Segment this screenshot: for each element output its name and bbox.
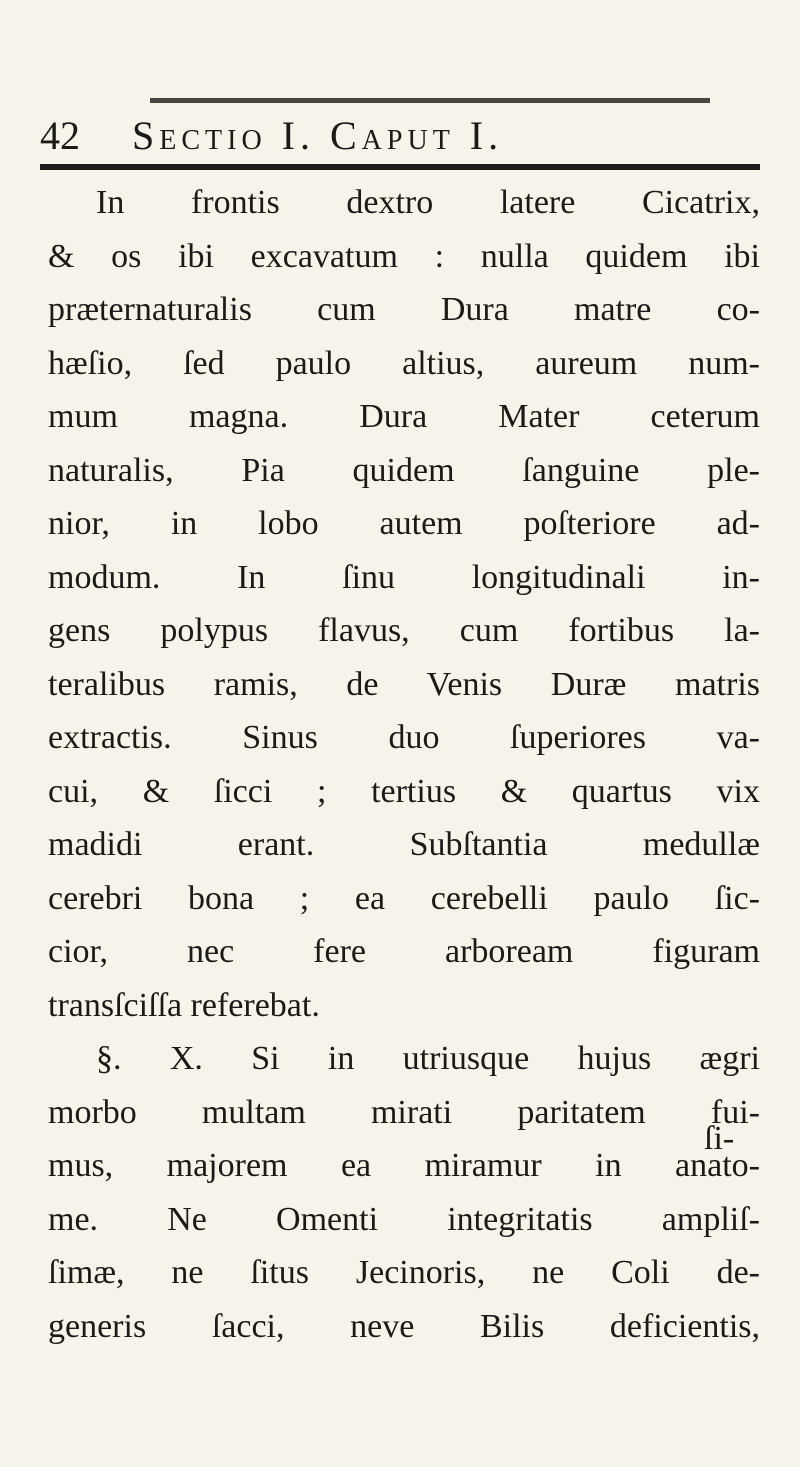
text-line: cerebri bona ; ea cerebelli paulo ſic- [48, 879, 760, 917]
top-ornament-rule [150, 98, 710, 103]
page-number: 42 [40, 113, 80, 158]
text-line: cui, & ſicci ; tertius & quartus vix [48, 772, 760, 810]
text-line: nior, in lobo autem poſteriore ad- [48, 505, 760, 542]
text-line: naturalis, Pia quidem ſanguine ple- [48, 451, 760, 489]
text-line: cior, nec fere arboream figuram [48, 933, 760, 970]
text-line: & os ibi excavatum : nulla quidem ibi [48, 237, 760, 275]
page-header [40, 108, 760, 164]
text-line: generis ſacci, neve Bilis deficientis, [48, 1307, 760, 1345]
text-line: transſciſſa referebat. [48, 986, 320, 1024]
text-line: præternaturalis cum Dura matre co- [48, 291, 760, 328]
text-line: In frontis dextro latere Cicatrix, [96, 184, 760, 221]
text-line: §. X. Si in utriusque hujus ægri [96, 1040, 760, 1077]
text-line: me. Ne Omenti integritatis ampliſ- [48, 1200, 760, 1238]
text-line: hæſio, ſed paulo altius, aureum num- [48, 344, 760, 382]
header-rule [40, 164, 760, 170]
text-line: teralibus ramis, de Venis Duræ matris [48, 665, 760, 703]
text-line: extractis. Sinus duo ſuperiores va- [48, 719, 760, 756]
text-line: madidi erant. Subſtantia medullæ [48, 826, 760, 863]
text-line: mum magna. Dura Mater ceterum [48, 398, 760, 435]
text-line: ſimæ, ne ſitus Jecinoris, ne Coli de- [48, 1254, 760, 1291]
text-line: modum. In ſinu longitudinali in- [48, 558, 760, 596]
text-line: gens polypus flavus, cum fortibus la- [48, 612, 760, 649]
running-head: Sectio I. Caput I. [132, 113, 504, 158]
text-line: mus, majorem ea miramur in anato- [48, 1147, 760, 1184]
text-line: morbo multam mirati paritatem fui- [48, 1093, 760, 1131]
catchword: ſi- [704, 1120, 735, 1157]
body-text [48, 176, 760, 1353]
